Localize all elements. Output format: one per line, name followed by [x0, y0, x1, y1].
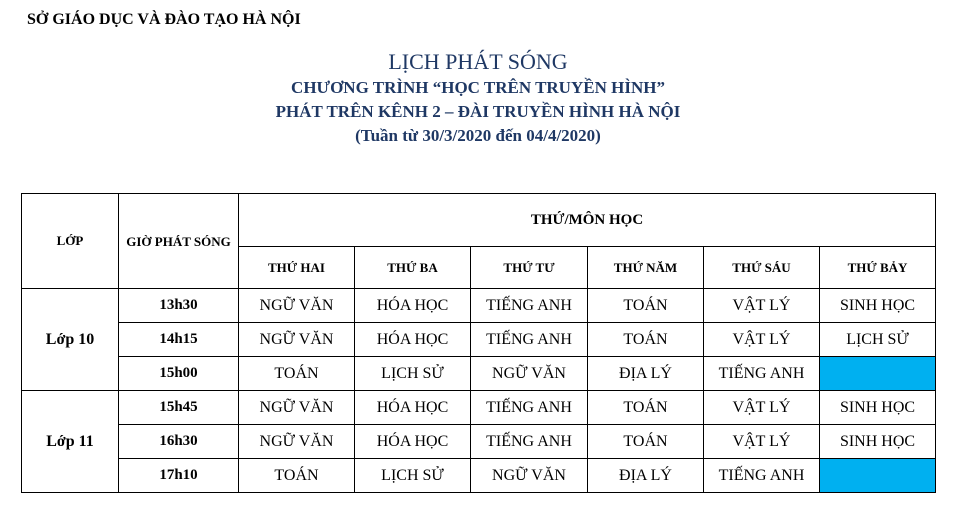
header-class: LỚP [22, 194, 119, 289]
header-day: THỨ NĂM [588, 247, 704, 289]
subject-cell: NGỮ VĂN [239, 391, 355, 425]
broadcast-time: 17h10 [119, 459, 239, 493]
subject-cell: NGỮ VĂN [239, 323, 355, 357]
broadcast-time: 16h30 [119, 425, 239, 459]
subject-cell: SINH HỌC [820, 425, 936, 459]
subject-cell: LỊCH SỬ [820, 323, 936, 357]
broadcast-time: 15h45 [119, 391, 239, 425]
program-title: CHƯƠNG TRÌNH “HỌC TRÊN TRUYỀN HÌNH” [291, 78, 665, 97]
subject-cell: LỊCH SỬ [355, 357, 471, 391]
subject-cell: LỊCH SỬ [355, 459, 471, 493]
table-row [22, 459, 936, 493]
subject-cell: HÓA HỌC [355, 391, 471, 425]
page-title: LỊCH PHÁT SÓNG [388, 49, 568, 74]
header-day: THỨ SÁU [704, 247, 820, 289]
subject-cell: ĐỊA LÝ [588, 459, 704, 493]
empty-slot-highlight [820, 459, 936, 493]
broadcast-time: 13h30 [119, 289, 239, 323]
subject-cell: HÓA HỌC [355, 425, 471, 459]
table-row [22, 357, 936, 391]
subject-cell: TOÁN [588, 323, 704, 357]
header-time: GIỜ PHÁT SÓNG [119, 194, 239, 289]
subject-cell: TOÁN [588, 391, 704, 425]
broadcast-time: 15h00 [119, 357, 239, 391]
class-group-11 [22, 391, 936, 493]
subject-cell: VẬT LÝ [704, 289, 820, 323]
subject-cell: TIẾNG ANH [471, 323, 588, 357]
subject-cell: TIẾNG ANH [471, 425, 588, 459]
subject-cell: NGỮ VĂN [471, 459, 588, 493]
department-name: SỞ GIÁO DỤC VÀ ĐÀO TẠO HÀ NỘI [27, 11, 301, 28]
subject-cell: TIẾNG ANH [704, 357, 820, 391]
table-row [22, 289, 936, 323]
subject-cell: VẬT LÝ [704, 323, 820, 357]
subject-cell: TOÁN [239, 459, 355, 493]
subject-cell: NGỮ VĂN [471, 357, 588, 391]
subject-cell: TIẾNG ANH [471, 289, 588, 323]
header-day: THỨ HAI [239, 247, 355, 289]
week-range: (Tuần từ 30/3/2020 đến 04/4/2020) [355, 126, 601, 145]
subject-cell: VẬT LÝ [704, 425, 820, 459]
subject-cell: TOÁN [588, 289, 704, 323]
table-row [22, 425, 936, 459]
subject-cell: NGỮ VĂN [239, 289, 355, 323]
class-name: Lớp 10 [22, 289, 119, 391]
header-day: THỨ BA [355, 247, 471, 289]
channel-title: PHÁT TRÊN KÊNH 2 – ĐÀI TRUYỀN HÌNH HÀ NỘI [275, 102, 681, 121]
empty-slot-highlight [820, 357, 936, 391]
subject-cell: VẬT LÝ [704, 391, 820, 425]
table-row [22, 323, 936, 357]
header-day: THỨ BẢY [820, 247, 936, 289]
subject-cell: SINH HỌC [820, 289, 936, 323]
subject-cell: TIẾNG ANH [471, 391, 588, 425]
class-name: Lớp 11 [22, 391, 119, 493]
header-day: THỨ TƯ [471, 247, 588, 289]
subject-cell: TIẾNG ANH [704, 459, 820, 493]
broadcast-time: 14h15 [119, 323, 239, 357]
title-block [0, 48, 956, 148]
table-row [22, 391, 936, 425]
subject-cell: HÓA HỌC [355, 323, 471, 357]
subject-cell: TOÁN [588, 425, 704, 459]
subject-cell: TOÁN [239, 357, 355, 391]
class-group-10 [22, 289, 936, 391]
subject-cell: HÓA HỌC [355, 289, 471, 323]
subject-cell: NGỮ VĂN [239, 425, 355, 459]
header-subject-group: THỨ/MÔN HỌC [239, 194, 936, 247]
subject-cell: SINH HỌC [820, 391, 936, 425]
subject-cell: ĐỊA LÝ [588, 357, 704, 391]
schedule-table [21, 193, 936, 493]
